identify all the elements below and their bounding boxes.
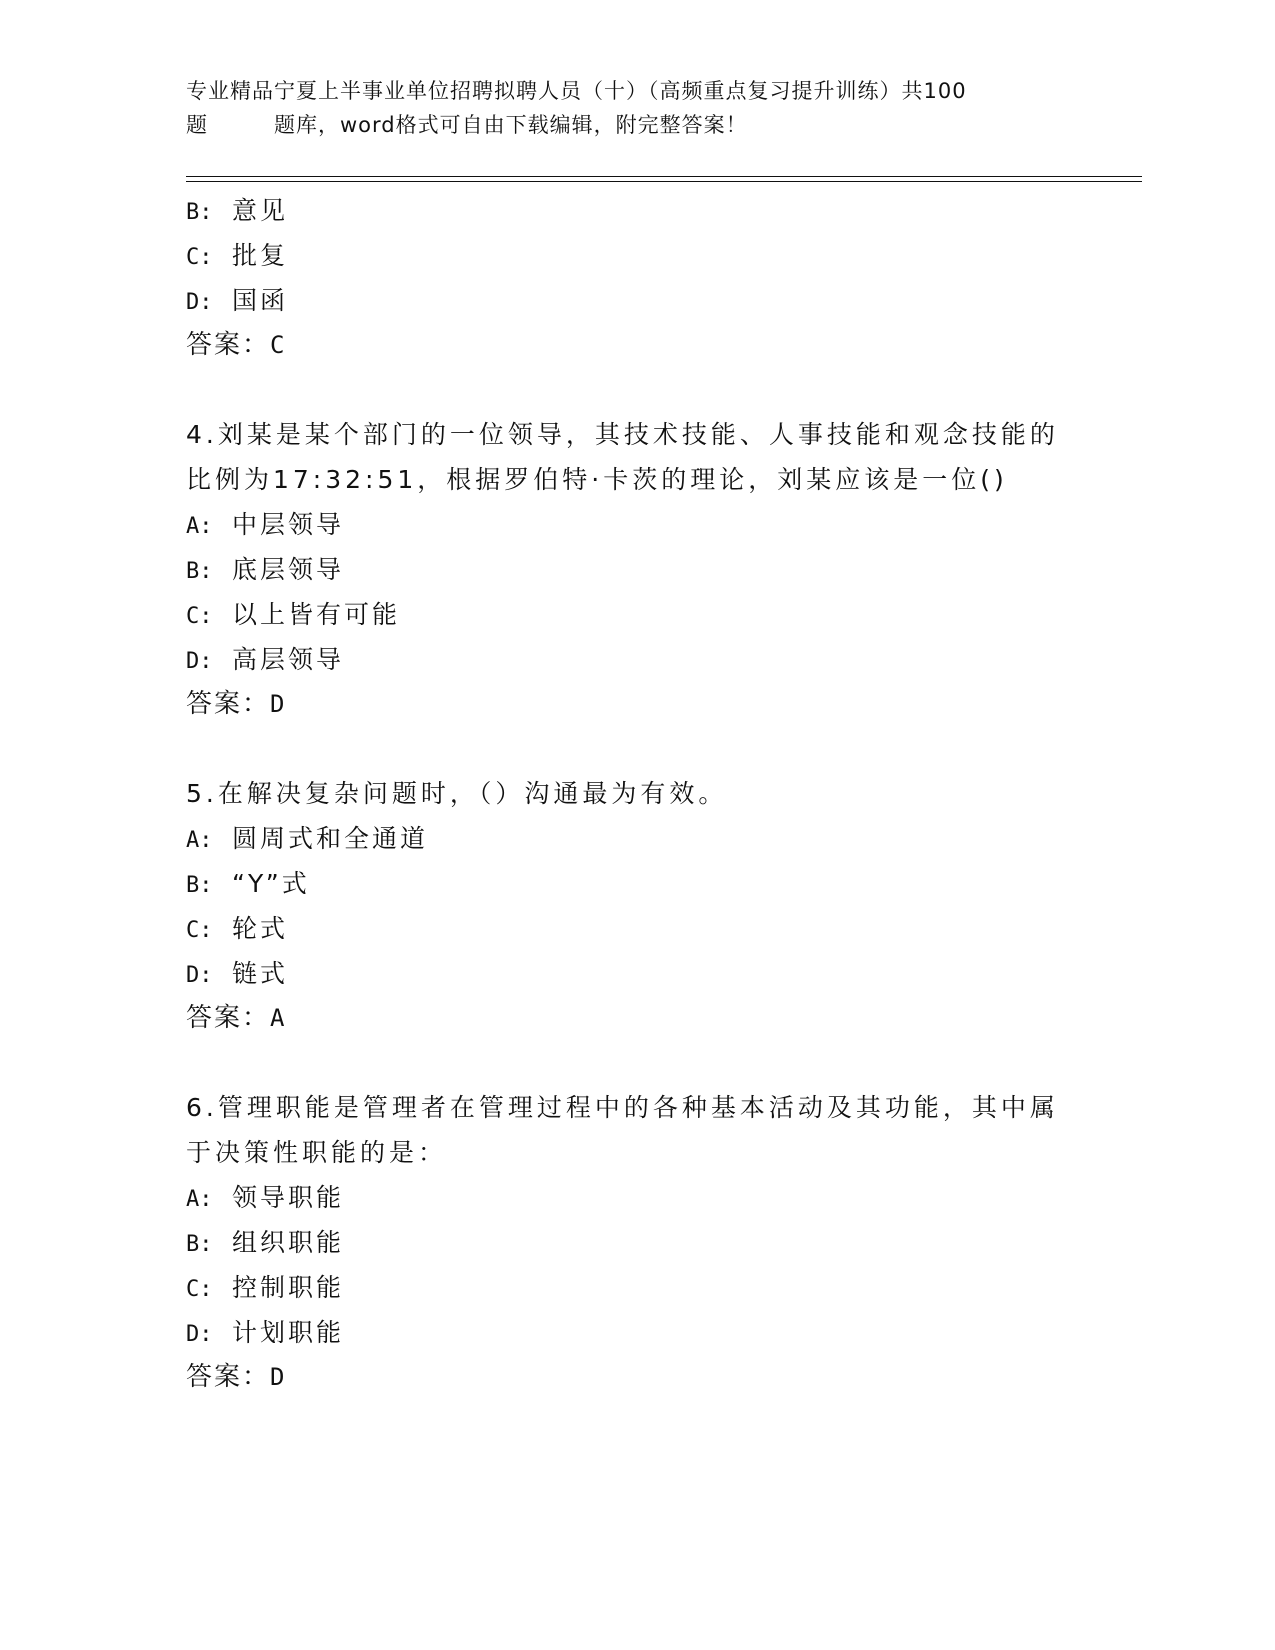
page-header	[186, 74, 1086, 142]
answer-row	[186, 323, 1086, 368]
answer-value: D	[270, 690, 287, 718]
option-letter: C:	[186, 245, 213, 270]
option-letter: A:	[186, 514, 213, 539]
option-letter: D:	[186, 290, 213, 315]
option-text: 链式	[232, 959, 289, 988]
option-letter: D:	[186, 649, 213, 674]
option-row	[186, 816, 1086, 861]
option-letter: C:	[186, 918, 213, 943]
option-text: 高层领导	[232, 645, 345, 674]
option-text: 以上皆有可能	[232, 600, 401, 629]
option-row	[186, 188, 1086, 233]
question-block-6	[186, 1085, 1086, 1400]
option-row	[186, 1310, 1086, 1355]
option-row	[186, 592, 1086, 637]
option-text: 底层领导	[232, 555, 345, 584]
question-text-line: 于决策性职能的是：	[186, 1138, 448, 1167]
option-text: “Y”式	[232, 869, 310, 898]
question-text-line: 4.刘某是某个部门的一位领导，其技术技能、人事技能和观念技能的	[186, 420, 1059, 449]
answer-label: 答案：	[186, 330, 271, 360]
option-row	[186, 951, 1086, 996]
answer-label: 答案：	[186, 1362, 271, 1392]
option-text: 组织职能	[232, 1228, 345, 1257]
question-text-line: 6.管理职能是管理者在管理过程中的各种基本活动及其功能，其中属	[186, 1093, 1059, 1122]
option-text: 控制职能	[232, 1273, 345, 1302]
spacer	[186, 727, 1086, 771]
option-row	[186, 278, 1086, 323]
option-row	[186, 906, 1086, 951]
answer-label: 答案：	[186, 689, 271, 719]
option-letter: D:	[186, 1322, 213, 1347]
option-letter: B:	[186, 559, 213, 584]
question-block-4	[186, 412, 1086, 727]
question-block-continued	[186, 188, 1086, 368]
option-letter: B:	[186, 200, 213, 225]
option-letter: A:	[186, 828, 213, 853]
answer-row	[186, 1355, 1086, 1400]
option-row	[186, 637, 1086, 682]
option-text: 领导职能	[232, 1183, 345, 1212]
answer-value: D	[270, 1363, 287, 1391]
question-text-line: 比例为17:32:51，根据罗伯特·卡茨的理论，刘某应该是一位()	[186, 465, 1008, 494]
header-title-line2: 题 题库，word格式可自由下载编辑，附完整答案！	[186, 113, 748, 137]
answer-value: A	[270, 1004, 287, 1032]
option-row	[186, 502, 1086, 547]
answer-row	[186, 682, 1086, 727]
option-text: 中层领导	[232, 510, 345, 539]
option-letter: C:	[186, 604, 213, 629]
option-text: 批复	[232, 241, 289, 270]
header-title-line1: 专业精品宁夏上半事业单位招聘拟聘人员（十）（高频重点复习提升训练）共100	[186, 79, 967, 103]
question-text-line: 5.在解决复杂问题时，（）沟通最为有效。	[186, 779, 728, 808]
option-row	[186, 1220, 1086, 1265]
option-row	[186, 1175, 1086, 1220]
answer-value: C	[270, 331, 287, 359]
spacer	[186, 368, 1086, 412]
option-row	[186, 1265, 1086, 1310]
question-block-5	[186, 771, 1086, 1041]
question-content	[186, 188, 1086, 1400]
option-letter: C:	[186, 1277, 213, 1302]
option-text: 圆周式和全通道	[232, 824, 429, 853]
header-divider	[186, 181, 1142, 182]
spacer	[186, 1041, 1086, 1085]
option-text: 意见	[232, 196, 289, 225]
option-row	[186, 233, 1086, 278]
option-text: 计划职能	[232, 1318, 345, 1347]
option-row	[186, 861, 1086, 906]
option-letter: B:	[186, 873, 213, 898]
option-letter: B:	[186, 1232, 213, 1257]
option-row	[186, 547, 1086, 592]
option-letter: A:	[186, 1187, 213, 1212]
option-letter: D:	[186, 963, 213, 988]
option-text: 国函	[232, 286, 289, 315]
answer-label: 答案：	[186, 1003, 271, 1033]
option-text: 轮式	[232, 914, 289, 943]
header-divider	[186, 176, 1142, 177]
answer-row	[186, 996, 1086, 1041]
